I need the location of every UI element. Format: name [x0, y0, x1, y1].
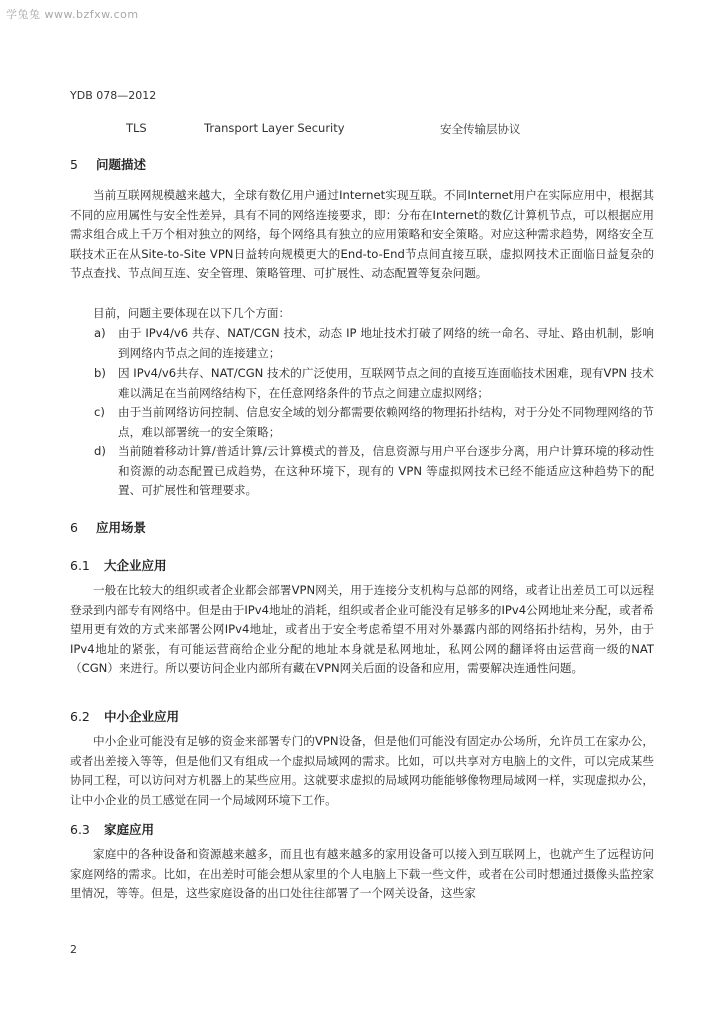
standard-number: YDB 078—2012 [70, 89, 157, 102]
abbreviation-short: TLS [126, 121, 147, 135]
section-6-3-heading [70, 820, 154, 838]
list-marker: d) [94, 444, 106, 458]
section-number: 6 [70, 520, 78, 535]
list-text: 由于 IPv4/v6 共存、NAT/CGN 技术，动态 IP 地址技术打破了网络的统一命名、寻址、路由机制，影响到网络内节点之间的连接建立； [118, 326, 654, 360]
abbreviation-chinese: 安全传输层协议 [440, 122, 521, 136]
section-title: 家庭应用 [104, 822, 155, 837]
section-number: 6.3 [70, 822, 90, 837]
section-title: 中小企业应用 [104, 709, 180, 724]
paragraph-6-1: 一般在比较大的组织或者企业都会部署VPN网关，用于连接分支机构与总部的网络，或者让出差员工可以远程登录到内部专有网络中。但是由于IPv4地址的消耗，组织或者企业可能没有足够多的IPv4公网地址来分配，或者希望用更有效的方式来部署公网IPv4地址，或者出于安全考虑希望不用对外暴露内部的网络拓扑结构，另外，由于IPv4地址的紧张，有可能运营商给企业分配的地址本身就是私网地址，私网公网的翻译将由运营商一级的NAT（CGN）来进行。所以要访问企业内部所有藏在VPN网关后面的设备和应用，需要解决连通性问题。 [70, 583, 654, 676]
section-title: 问题描述 [96, 157, 147, 172]
list-marker: c) [94, 405, 105, 419]
watermark-text: 学兔兔 www.bzfxw.com [6, 8, 139, 21]
abbreviation-full: Transport Layer Security [204, 121, 345, 135]
paragraph-6-2: 中小企业可能没有足够的资金来部署专门的VPN设备，但是他们可能没有固定办公场所，允许员工在家办公，或者出差接入等等，但是他们又有组成一个虚拟局域网的需求。比如，可以共享对方电脑上的文件，可以完成某些协同工程，可以访问对方机器上的某些应用。这就要求虚拟的局域网功能能够像物理局域网一样，实现虚拟办公，让中小企业的员工感觉在同一个局域网环境下工作。 [70, 734, 654, 807]
list-marker: b) [94, 366, 106, 380]
section-title: 应用场景 [96, 520, 147, 535]
section-6-1-heading [70, 556, 167, 574]
list-text: 因 IPv4/v6共存、NAT/CGN 技术的广泛使用，互联网节点之间的直接互连面临技术困难，现有VPN 技术难以满足在当前网络结构下，在任意网络条件的节点之间建立虚拟网络； [118, 366, 654, 400]
list-item [70, 403, 654, 442]
section-title: 大企业应用 [104, 558, 167, 573]
list-item [70, 324, 654, 363]
list-item [70, 364, 654, 403]
paragraph-5-intro: 当前互联网规模越来越大，全球有数亿用户通过Internet实现互联。不同Internet用户在实际应用中，根据其不同的应用属性与安全性差异，具有不同的网络连接要求，即：分布在Internet的数亿计算机节点，可以根据应用需求组合成上千万个相对独立的网络，每个网络具有独立的应用策略和安全策略。对应这种需求趋势，网络安全互联技术正在从Site-to-Site VPN日益转向规模更大的End-to-End节点间直接互联，虚拟网技术正面临日益复杂的节点查找、节点间互连、安全管理、策略管理、可扩展性、动态配置等复杂问题。 [70, 188, 654, 281]
paragraph-5-issues-lead: 目前，问题主要体现在以下几个方面： [93, 306, 291, 320]
page-number: 2 [70, 943, 77, 956]
section-number: 6.2 [70, 709, 90, 724]
section-number: 6.1 [70, 558, 90, 573]
section-number: 5 [70, 157, 78, 172]
list-text: 当前随着移动计算/普适计算/云计算模式的普及，信息资源与用户平台逐步分离，用户计算环境的移动性和资源的动态配置已成趋势，在这种环境下，现有的 VPN 等虚拟网技术已经不能适应这种趋势下的配置、可扩展性和管理要求。 [118, 444, 654, 498]
list-text: 由于当前网络访问控制、信息安全域的划分都需要依赖网络的物理拓扑结构，对于分处不同物理网络的节点，难以部署统一的安全策略； [118, 405, 654, 439]
section-6-heading [70, 518, 146, 536]
section-5-heading [70, 155, 146, 173]
list-item [70, 442, 654, 501]
paragraph-6-3: 家庭中的各种设备和资源越来越多，而且也有越来越多的家用设备可以接入到互联网上，也就产生了远程访问家庭网络的需求。比如，在出差时可能会想从家里的个人电脑上下载一些文件，或者在公司时想通过摄像头监控家里情况，等等。但是，这些家庭设备的出口处往往部署了一个网关设备，这些家 [70, 847, 654, 901]
section-6-2-heading [70, 707, 179, 725]
list-marker: a) [94, 326, 106, 340]
